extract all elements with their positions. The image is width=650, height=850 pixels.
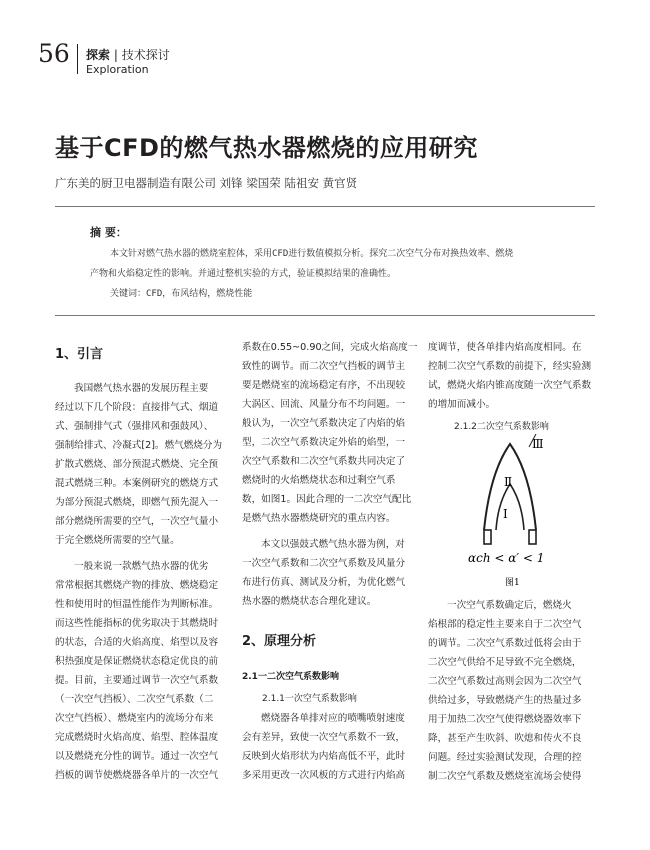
article-authors: 广东美的厨卫电器制造有限公司 刘锋 梁国荣 陆祖安 黄官贤 xyxy=(55,176,358,190)
text-line: 的增加而减小。 xyxy=(428,399,496,410)
text-line: 积热强度是保证燃烧状态稳定优良的前 xyxy=(55,656,219,667)
abstract-label: 摘 要： xyxy=(90,226,127,239)
header-section xyxy=(86,46,170,63)
text-line: 多采用更改一次风板的方式进行内焰高 xyxy=(242,770,406,781)
zone-label-iii: Ⅲ xyxy=(532,437,544,451)
text-line: 型，二次空气系数决定外焰的焰型，一 xyxy=(242,437,406,448)
text-line: 经过以下几个阶段：直接排气式、烟道 xyxy=(55,402,219,413)
text-line: 供给过多，导致燃烧产生的热量过多 xyxy=(428,695,582,706)
text-line: 制二次空气系数及燃烧室流场会使得 xyxy=(428,771,582,782)
column-2-para-1 xyxy=(242,338,418,528)
text-line: 性和使用时的恒温性能作为判断标准。 xyxy=(55,599,219,610)
text-line: 会有差异，致使一次空气系数不一致， xyxy=(242,732,406,743)
text-line: 要是燃烧室的流场稳定有序，不出现较 xyxy=(242,380,406,391)
text-line: 本文以强鼓式燃气热水器为例，对 xyxy=(261,539,405,550)
subsection-heading-2-1-2: 2.1.2二次空气系数影响 xyxy=(454,422,549,432)
column-2-para-3 xyxy=(242,709,414,785)
zone-label-i: Ⅰ xyxy=(503,507,508,521)
text-line: 扩散式燃烧、部分预混式燃烧、完全预 xyxy=(55,459,219,470)
header-section-name: 探索 xyxy=(86,48,111,62)
flame-equation: αch < α′ < 1 xyxy=(468,551,545,565)
figure-caption: 图1 xyxy=(505,578,520,588)
page-number: 56 xyxy=(38,39,70,68)
text-line: 反映到火焰形状为内焰高低不平，此时 xyxy=(242,751,406,762)
burner-port-left xyxy=(484,530,491,544)
text-line: 试，燃烧火焰内锥高度随一次空气系数 xyxy=(428,380,592,391)
subsection-heading-2-1-1: 2.1.1一次空气系数影响 xyxy=(262,694,357,704)
abstract-keywords: 关键词：CFD，布风结构，燃烧性能 xyxy=(110,289,253,299)
text-line: 于完全燃烧所需要的空气量。 xyxy=(55,535,180,546)
column-1-para-2 xyxy=(55,557,225,785)
abstract-line: 产物和火焰稳定性的影响。并通过整机实验的方式，验证模拟结果的准确性。 xyxy=(90,269,397,279)
text-line: 次空气挡板）、燃烧室内的流场分布来 xyxy=(55,713,214,724)
header-category: 技术探讨 xyxy=(121,48,170,62)
text-line: 的状态，合适的火焰高度、焰型以及容 xyxy=(55,637,219,648)
flame-diagram xyxy=(440,432,590,592)
section-heading-principle: 2、原理分析 xyxy=(242,634,317,649)
text-line: 部分燃烧所需要的空气，一次空气量小 xyxy=(55,516,219,527)
text-line: 的调节。二次空气系数过低将会由于 xyxy=(428,638,582,649)
text-line: 提。目前，主要通过调节一次空气系数 xyxy=(55,675,219,686)
header-separator: | xyxy=(113,48,122,62)
text-line: 般认为，一次空气系数决定了内焰的焰 xyxy=(242,418,406,429)
column-2-para-2 xyxy=(242,535,414,611)
text-line: 是燃气热水器燃烧研究的重点内容。 xyxy=(242,513,396,524)
text-line: 完成燃烧时火焰高度、焰型、腔体温度 xyxy=(55,732,219,743)
text-line: 强制给排式、冷凝式[2]。燃气燃烧分为 xyxy=(55,440,223,451)
text-line: 控制二次空气系数的前提下，经实验测 xyxy=(428,361,592,372)
text-line: 焰根部的稳定性主要来自于二次空气 xyxy=(428,619,582,630)
burner-port-right xyxy=(529,530,536,544)
text-line: 一般来说一款燃气热水器的优劣 xyxy=(74,561,209,572)
text-line: 大涡区、回流、风量分布不均问题。一 xyxy=(242,399,406,410)
text-line: 式、强制排气式（强排风和强鼓风）、 xyxy=(55,421,214,432)
text-line: 度调节，使各单排内焰高度相同。在 xyxy=(428,342,582,353)
text-line: 燃烧时的火焰燃烧状态和过剩空气系 xyxy=(242,475,396,486)
header-divider xyxy=(77,44,78,74)
text-line: 为部分预混式燃烧，即燃气预先混入一 xyxy=(55,497,219,508)
text-line: 用于加热二次空气使得燃烧器效率下 xyxy=(428,714,582,725)
text-line: 热水器的燃烧状态合理化建议。 xyxy=(242,596,377,607)
text-line: 我国燃气热水器的发展历程主要 xyxy=(74,383,209,394)
article-title: 基于CFD的燃气热水器燃烧的应用研究 xyxy=(55,134,478,162)
column-1-para-1 xyxy=(55,379,225,550)
text-line: 而这些性能指标的优劣取决于其燃烧时 xyxy=(55,618,219,629)
text-line: 致性的调节。而二次空气挡板的调节主 xyxy=(242,361,406,372)
zone-label-ii: Ⅱ xyxy=(504,475,513,489)
inner-flame-cone xyxy=(496,484,524,530)
text-line: 挡板的调节使燃烧器各单片的一次空气 xyxy=(55,770,219,781)
abstract-box xyxy=(55,206,595,316)
column-3-para-1 xyxy=(428,338,598,414)
text-line: 降，甚至产生吹斜、吹熄和传火不良 xyxy=(428,733,582,744)
text-line: 二次空气系数过高则会因为二次空气 xyxy=(428,676,582,687)
text-line: （一次空气挡板）、二次空气系数（二 xyxy=(55,694,214,705)
text-line: 次空气系数和二次空气系数共同决定了 xyxy=(242,456,406,467)
text-line: 一次空气系数确定后，燃烧火 xyxy=(447,600,572,611)
abstract-line: 本文针对燃气热水器的燃烧室腔体，采用CFD进行数值模拟分析。探究二次空气分布对换热效率、燃烧 xyxy=(110,249,514,259)
text-line: 数，如图1。因此合理的一二次空气配比 xyxy=(242,494,412,505)
text-line: 二次空气供给不足导致不完全燃烧， xyxy=(428,657,582,668)
text-line: 系数在0.55~0.90之间，完成火焰高度一 xyxy=(242,342,418,353)
text-line: 以及燃烧充分性的调节。通过一次空气 xyxy=(55,751,219,762)
subsection-heading-2-1: 2.1一二次空气系数影响 xyxy=(242,672,339,682)
text-line: 问题。经过实验测试发现，合理的控 xyxy=(428,752,582,763)
text-line: 混式燃烧三种。本案例研究的燃烧方式 xyxy=(55,478,219,489)
text-line: 一次空气系数和二次空气系数及风量分 xyxy=(242,558,406,569)
header-section-en: Exploration xyxy=(86,63,149,76)
column-3-para-2 xyxy=(428,596,598,786)
text-line: 布进行仿真、测试及分析，为优化燃气 xyxy=(242,577,406,588)
section-heading-intro: 1、引言 xyxy=(55,347,104,362)
text-line: 燃烧器各单排对应的喷嘴喷射速度 xyxy=(261,713,405,724)
text-line: 常常根据其燃烧产物的排放、燃烧稳定 xyxy=(55,580,219,591)
